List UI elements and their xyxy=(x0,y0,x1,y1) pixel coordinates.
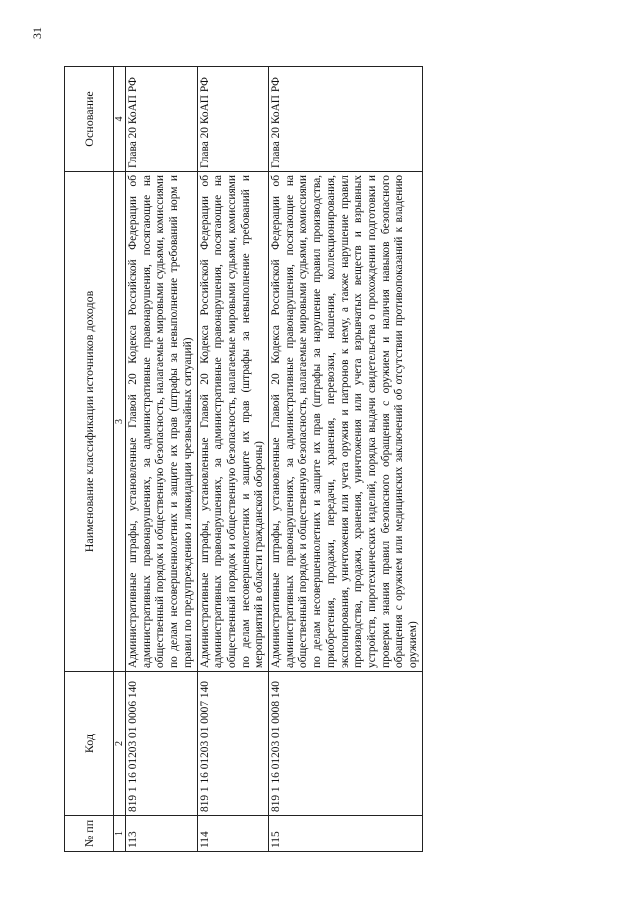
revenue-classification-table xyxy=(64,66,423,852)
header-number: № пп xyxy=(65,816,114,852)
column-number: 4 xyxy=(114,67,126,172)
row-number: 115 xyxy=(269,816,423,852)
row-number: 113 xyxy=(126,816,198,852)
table-header-row xyxy=(65,67,114,852)
column-number-row xyxy=(114,67,126,852)
table-row xyxy=(197,67,269,852)
row-basis: Глава 20 КоАП РФ xyxy=(126,67,198,172)
header-name: Наименование классификации источников доходов xyxy=(65,172,114,672)
column-number: 1 xyxy=(114,816,126,852)
table-row xyxy=(126,67,198,852)
row-name: Административные штрафы, установленные Главой 20 Кодекса Российской Федерации об административных правонарушениях, за административные правонарушения, посягающие на общественный порядок и общественную безопасность, налагаемые мировыми судьями, комиссиями по делам несовершеннолетних и защите их прав (штрафы за невыполнение требований норм и правил по предупреждению и ликвидации чрезвычайных ситуаций) xyxy=(126,172,198,672)
row-code: 819 1 16 01203 01 0008 140 xyxy=(269,672,423,816)
row-name: Административные штрафы, установленные Главой 20 Кодекса Российской Федерации об административных правонарушениях, за административные правонарушения, посягающие на общественный порядок и общественную безопасность, налагаемые мировыми судьями, комиссиями по делам несовершеннолетних и защите их прав (штрафы за невыполнение требований и мероприятий в области гражданской обороны) xyxy=(197,172,269,672)
row-basis: Глава 20 КоАП РФ xyxy=(197,67,269,172)
row-code: 819 1 16 01203 01 0007 140 xyxy=(197,672,269,816)
header-basis: Основание xyxy=(65,67,114,172)
row-code: 819 1 16 01203 01 0006 140 xyxy=(126,672,198,816)
page-number: 31 xyxy=(30,27,44,39)
column-number: 3 xyxy=(114,172,126,672)
table-row xyxy=(269,67,423,852)
row-name: Административные штрафы, установленные Главой 20 Кодекса Российской Федерации об административных правонарушениях, за административные правонарушения, посягающие на общественный порядок и общественную безопасность, налагаемые мировыми судьями, комиссиями по делам несовершеннолетних и защите их прав (штрафы за нарушение правил производства, приобретения, продажи, передачи, хранения, перевозки, ношения, коллекционирования, экспонирования, уничтожения или учета оружия и патронов к нему, а также нарушение правил производства, продажи, хранения, уничтожения или учета взрывчатых веществ и взрывных устройств, пиротехнических изделий, порядка выдачи свидетельства о прохождении подготовки и проверки знания правил безопасного обращения с оружием и наличия навыков безопасного обращения с оружием или медицинских заключений об отсутствии противопоказаний к владению оружием) xyxy=(269,172,423,672)
row-number: 114 xyxy=(197,816,269,852)
column-number: 2 xyxy=(114,672,126,816)
header-code: Код xyxy=(65,672,114,816)
row-basis: Глава 20 КоАП РФ xyxy=(269,67,423,172)
